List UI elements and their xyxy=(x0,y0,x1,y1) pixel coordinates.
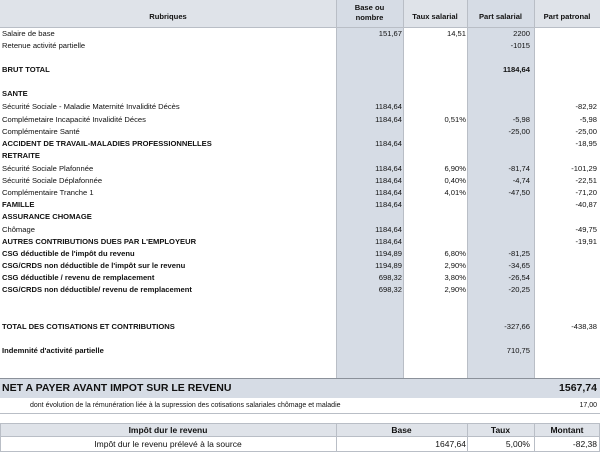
base-cell: 1184,64 xyxy=(375,115,402,124)
rubrique-label: TOTAL DES COTISATIONS ET CONTRIBUTIONS xyxy=(2,322,175,331)
net-value: 1567,74 xyxy=(559,382,597,394)
rubrique-label: ASSURANCE CHOMAGE xyxy=(2,212,92,221)
table-row xyxy=(0,248,600,260)
part-salarial-cell: -26,54 xyxy=(508,273,530,282)
part-salarial-cell: -4,74 xyxy=(512,176,530,185)
base-cell: 1184,64 xyxy=(375,188,402,197)
impot-row-label: Impôt dur le revenu prélevé à la source xyxy=(94,439,242,449)
part-patronal-cell: -49,75 xyxy=(575,225,597,234)
part-salarial-cell: -47,50 xyxy=(508,188,530,197)
rubrique-label: AUTRES CONTRIBUTIONS DUES PAR L'EMPLOYEUR xyxy=(2,237,197,246)
part-salarial-cell: -5,98 xyxy=(512,115,530,124)
table-row xyxy=(0,345,600,357)
part-patronal-cell: -71,20 xyxy=(575,188,597,197)
table-row xyxy=(0,126,600,138)
rubrique-label: SANTE xyxy=(2,89,28,98)
rubrique-label: Complémentaire Tranche 1 xyxy=(2,188,94,197)
table-row xyxy=(0,211,600,223)
rubrique-label: Sécurité Sociale Plafonnée xyxy=(2,164,94,173)
part-salarial-cell: 710,75 xyxy=(506,346,530,355)
rubrique-label: Complémetaire Incapacité Invalidité Déces xyxy=(2,115,146,124)
part-salarial-cell: -81,74 xyxy=(508,164,530,173)
impot-table xyxy=(0,423,600,452)
part-salarial-cell: -20,25 xyxy=(508,285,530,294)
net-a-payer-row xyxy=(0,379,600,398)
part-patronal-cell: -5,98 xyxy=(579,115,597,124)
taux-salarial-header: Taux salarial xyxy=(412,12,458,21)
base-header-line1: Base ou xyxy=(354,3,385,12)
taux-cell: 2,90% xyxy=(444,285,466,294)
part-patronal-header: Part patronal xyxy=(543,12,591,21)
part-salarial-cell: 1184,64 xyxy=(502,65,530,74)
part-patronal-cell: -18,95 xyxy=(575,139,597,148)
taux-cell: 6,90% xyxy=(444,164,466,173)
table-row xyxy=(0,236,600,248)
rubrique-label: CSG déductible / revenu de remplacement xyxy=(2,273,155,282)
evolution-note: dont évolution de la rémunération liée à la supression des cotisations salariales chômage et maladie xyxy=(30,402,341,409)
table-row xyxy=(0,284,600,296)
part-salarial-cell: -81,25 xyxy=(508,249,530,258)
table-row xyxy=(0,199,600,211)
table-row xyxy=(0,88,600,100)
part-salarial-cell: -25,00 xyxy=(508,127,530,136)
base-cell: 1194,89 xyxy=(375,261,402,270)
rubrique-label: Sécurité Sociale Déplafonnée xyxy=(2,176,103,185)
table-row xyxy=(0,28,600,40)
taux-cell: 14,51 xyxy=(446,29,466,38)
rubrique-label: Indemnité d'activité partielle xyxy=(2,346,104,355)
part-patronal-cell: -25,00 xyxy=(575,127,597,136)
rubrique-label: CSG déductible de l'impôt du revenu xyxy=(2,249,135,258)
part-patronal-cell: -82,92 xyxy=(575,102,597,111)
base-cell: 1184,64 xyxy=(375,200,402,209)
part-patronal-cell: -19,91 xyxy=(575,237,597,246)
table-row xyxy=(0,224,600,236)
rubrique-label: ACCIDENT DE TRAVAIL-MALADIES PROFESSIONNELLES xyxy=(2,139,212,148)
part-patronal-cell: -438,38 xyxy=(571,322,597,331)
rubrique-label: Sécurité Sociale - Maladie Maternité Invalidité Décès xyxy=(2,102,180,111)
rubrique-label: Salaire de base xyxy=(2,29,55,38)
table-row xyxy=(0,163,600,175)
part-patronal-cell: -101,29 xyxy=(571,164,597,173)
base-cell: 1194,89 xyxy=(375,249,402,258)
rubrique-label: Chômage xyxy=(2,225,35,234)
base-cell: 1184,64 xyxy=(375,164,402,173)
table-row xyxy=(0,321,600,333)
base-cell: 1184,64 xyxy=(375,176,402,185)
base-cell: 698,32 xyxy=(378,285,402,294)
net-bottom-rule xyxy=(0,413,600,414)
part-salarial-cell: -1015 xyxy=(510,41,530,50)
rubrique-label: Complémentaire Santé xyxy=(2,127,80,136)
taux-cell: 6,80% xyxy=(444,249,466,258)
table-row xyxy=(0,150,600,162)
taux-cell: 4,01% xyxy=(444,188,466,197)
base-cell: 1184,64 xyxy=(375,237,402,246)
table-row xyxy=(0,175,600,187)
table-row xyxy=(0,114,600,126)
taux-cell: 0,51% xyxy=(444,115,466,124)
taux-cell: 3,80% xyxy=(444,273,466,282)
part-salarial-cell: 2200 xyxy=(513,29,530,38)
base-cell: 1184,64 xyxy=(375,225,402,234)
part-patronal-cell: -40,87 xyxy=(575,200,597,209)
table-row xyxy=(0,272,600,284)
impot-header-montant: Montant xyxy=(550,425,584,435)
impot-row-taux: 5,00% xyxy=(505,439,530,449)
part-salarial-cell: -34,65 xyxy=(508,261,530,270)
table-row xyxy=(0,40,600,52)
impot-row-montant: -82,38 xyxy=(572,439,597,449)
base-cell: 698,32 xyxy=(378,273,402,282)
base-header-line2: nombre xyxy=(355,13,384,22)
part-salarial-header: Part salarial xyxy=(478,12,523,21)
table-row xyxy=(0,64,600,76)
evolution-value: 17,00 xyxy=(579,402,597,409)
rubrique-label: BRUT TOTAL xyxy=(2,65,50,74)
base-cell: 1184,64 xyxy=(375,139,402,148)
rubrique-label: FAMILLE xyxy=(2,200,35,209)
part-patronal-cell: -22,51 xyxy=(575,176,597,185)
impot-row-base: 1647,64 xyxy=(435,439,466,449)
base-cell: 151,67 xyxy=(378,29,402,38)
evolution-note-row xyxy=(0,400,600,412)
table-row xyxy=(0,138,600,150)
rubrique-label: CSG/CRDS non déductible/ revenu de remplacement xyxy=(2,285,192,294)
base-cell: 1184,64 xyxy=(375,102,402,111)
impot-header-label: Impôt dur le revenu xyxy=(128,425,208,435)
rubrique-label: Retenue activité partielle xyxy=(2,41,86,50)
part-salarial-cell: -327,66 xyxy=(504,322,530,331)
taux-cell: 2,90% xyxy=(444,261,466,270)
impot-header-taux: Taux xyxy=(490,425,511,435)
rubrique-label: CSG/CRDS non déductible de l'impôt sur le revenu xyxy=(2,261,186,270)
table-row xyxy=(0,101,600,113)
table-row xyxy=(0,187,600,199)
taux-cell: 0,40% xyxy=(444,176,466,185)
net-label: NET A PAYER AVANT IMPOT SUR LE REVENU xyxy=(2,382,232,394)
table-row xyxy=(0,260,600,272)
rubrique-label: RETRAITE xyxy=(2,151,40,160)
impot-header-base: Base xyxy=(391,425,412,435)
rubriques-header: Rubriques xyxy=(149,12,187,21)
